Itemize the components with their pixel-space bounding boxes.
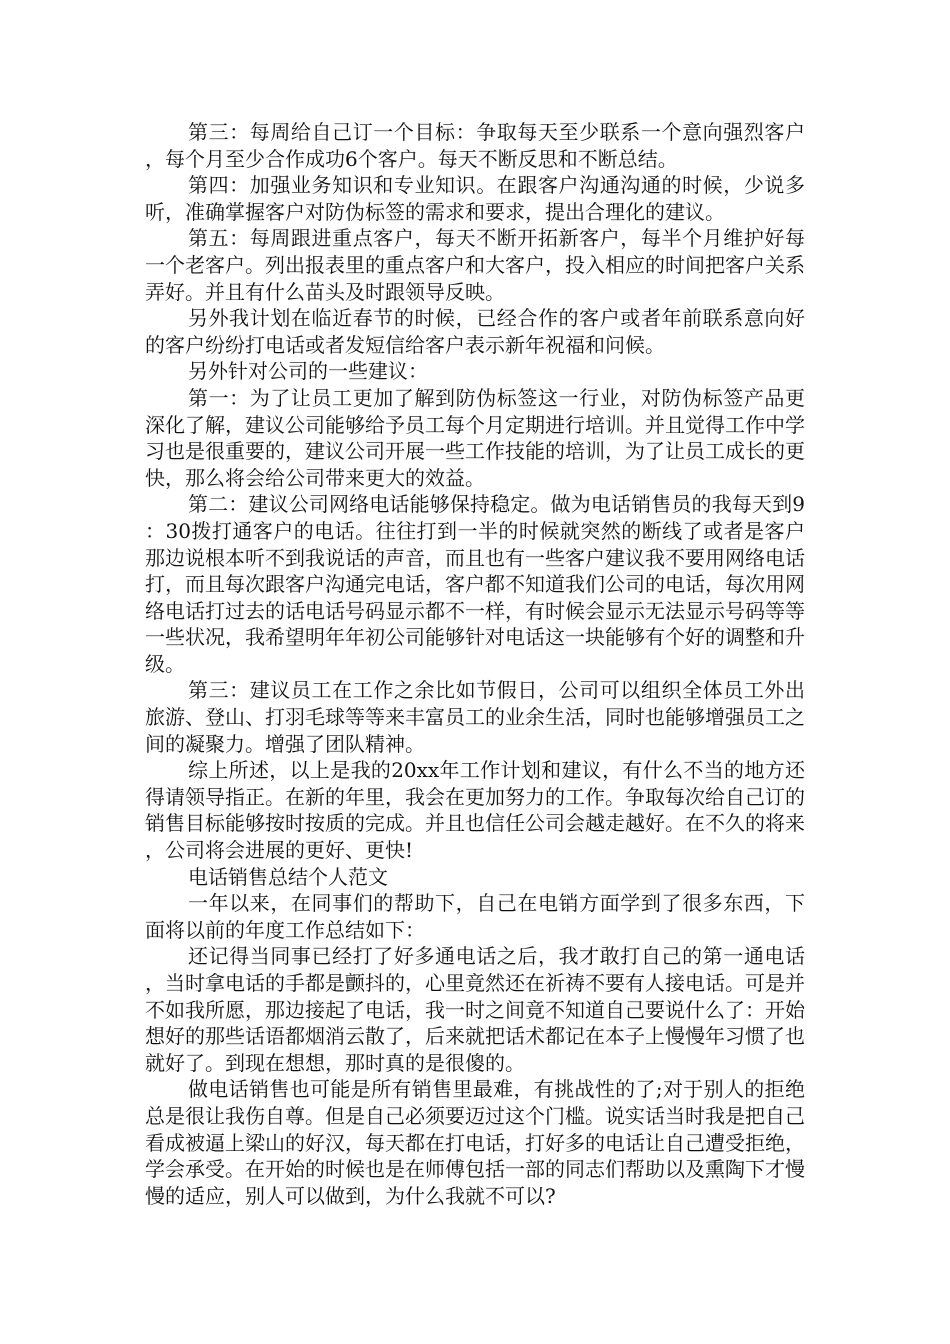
paragraph-suggestions-intro: 另外针对公司的一些建议： (188, 359, 428, 384)
paragraph-spring-festival-plan: 另外我计划在临近春节的时候，已经合作的客户或者年前联系意向好的客户纷纷打电话或者发短信给客户表示新年祝福和问候。 (145, 306, 805, 357)
document-body (145, 119, 805, 1209)
paragraph-challenge: 做电话销售也可能是所有销售里最难，有挑战性的了;对于别人的拒绝总是很让我伤自尊。但是自己必须要迈过这个门槛。说实话当时我是把自己看成被逼上梁山的好汉，每天都在打电话，打好多的电话让自己遭受拒绝，学会承受。在开始的时候也是在师傅包括一部的同志们帮助以及熏陶下才慢慢的适应，别人可以做到，为什么我就不可以? (145, 1077, 805, 1208)
paragraph-conclusion: 综上所述，以上是我的20xx年工作计划和建议，有什么不当的地方还得请领导指正。在新的年里，我会在更加努力的工作。争取每次给自己订的销售目标能够按时按质的完成。并且也信任公司会越走越好。在不久的将来，公司将会进展的更好、更快! (145, 758, 805, 863)
paragraph-suggestion-team-activities: 第三：建议员工在工作之余比如节假日，公司可以组织全体员工外出旅游、登山、打羽毛球等等来丰富员工的业余生活，同时也能够增强员工之间的凝聚力。增强了团队精神。 (145, 678, 805, 756)
paragraph-suggestion-training: 第一：为了让员工更加了解到防伪标签这一行业，对防伪标签产品更深化了解，建议公司能够给予员工每个月定期进行培训。并且觉得工作中学习也是很重要的，建议公司开展一些工作技能的培训，为了让员工成长的更快，那么将会给公司带来更大的效益。 (145, 385, 805, 490)
paragraph-suggestion-phone: 第二：建议公司网络电话能够保持稳定。做为电话销售员的我每天到9：30拨打通客户的电话。往往打到一半的时候就突然的断线了或者是客户那边说根本听不到我说话的声音，而且也有一些客户建议我不要用网络电话打，而且每次跟客户沟通完电话，客户都不知道我们公司的电话，每次用网络电话打过去的话电话号码显示都不一样，有时候会显示无法显示号码等等一些状况，我希望明年年初公司能够针对电话这一块能够有个好的调整和升级。 (145, 492, 805, 676)
section-heading: 电话销售总结个人范文 (188, 864, 388, 889)
paragraph-first-call: 还记得当同事已经打了好多通电话之后，我才敢打自己的第一通电话，当时拿电话的手都是颤抖的，心里竟然还在祈祷不要有人接电话。可是并不如我所愿，那边接起了电话，我一时之间竟不知道自己要说什么了：开始想好的那些话语都烟消云散了，后来就把话术都记在本子上慢慢年习惯了也就好了。到现在想想，那时真的是很傻的。 (145, 944, 805, 1075)
paragraph-year-intro: 一年以来，在同事们的帮助下，自己在电销方面学到了很多东西，下面将以前的年度工作总结如下： (145, 891, 805, 942)
paragraph-goal-setting: 第三：每周给自己订一个目标：争取每天至少联系一个意向强烈客户，每个月至少合作成功6个客户。每天不断反思和不断总结。 (145, 120, 805, 171)
paragraph-key-clients: 第五：每周跟进重点客户，每天不断开拓新客户，每半个月维护好每一个老客户。列出报表里的重点客户和大客户，投入相应的时间把客户关系弄好。并且有什么苗头及时跟领导反映。 (145, 226, 805, 304)
paragraph-business-knowledge: 第四：加强业务知识和专业知识。在跟客户沟通沟通的时候，少说多听，准确掌握客户对防伪标签的需求和要求，提出合理化的建议。 (145, 173, 805, 224)
